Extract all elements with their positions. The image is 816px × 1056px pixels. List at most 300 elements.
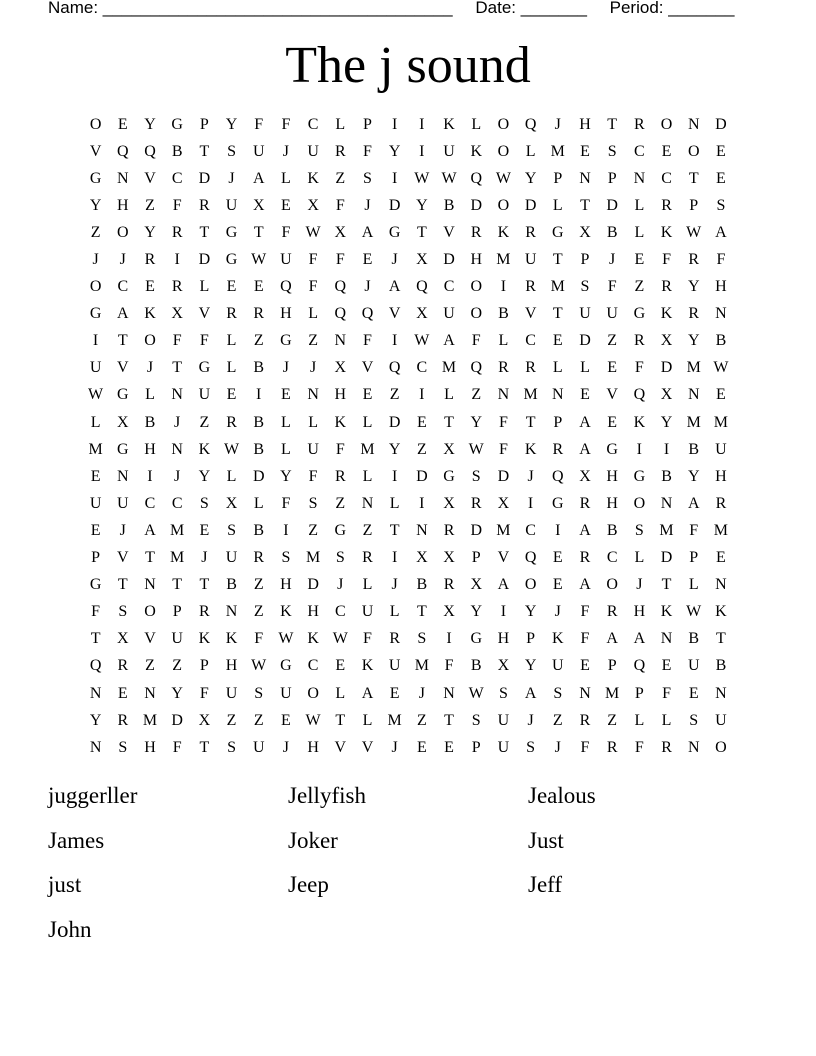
grid-letter: X [334,359,347,377]
grid-letter: Z [416,711,427,729]
grid-letter: R [661,738,672,756]
grid-letter: Q [524,115,537,133]
grid-letter: C [443,278,455,296]
grid-letter: K [524,440,537,458]
grid-letter: E [607,413,618,431]
grid-letter: I [419,494,425,512]
grid-letter: N [144,684,156,702]
grid-letter: E [661,142,672,160]
grid-letter: N [361,494,374,512]
grid-letter: F [689,521,699,539]
grid-letter: Q [416,278,428,296]
grid-letter: F [716,251,726,269]
grid-letter: A [579,413,591,431]
grid-letter: F [335,440,345,458]
grid-letter: G [280,657,292,675]
grid-letter: C [606,549,618,567]
grid-letter: R [470,494,482,512]
grid-letter: F [254,115,264,133]
grid-letter: N [89,738,102,756]
grid-letter: R [525,278,536,296]
grid-letter: P [526,630,536,648]
grid-letter: M [713,413,729,431]
grid-letter: C [171,494,183,512]
grid-letter: A [579,440,591,458]
grid-letter: I [527,494,534,512]
grid-letter: Y [171,684,183,702]
grid-letter: R [606,738,618,756]
grid-letter: X [171,305,183,323]
grid-letter: A [252,169,265,187]
grid-letter: F [580,738,590,756]
grid-letter: M [170,549,185,567]
grid-letter: E [634,251,645,269]
grid-letter: B [443,196,455,214]
grid-letter: J [527,711,534,729]
grid-letter: L [308,413,318,431]
grid-letter: S [199,494,209,512]
grid-letter: M [496,521,511,539]
grid-letter: T [199,738,210,756]
grid-letter: E [716,169,726,187]
grid-letter: H [117,196,129,214]
grid-letter: K [307,630,319,648]
grid-letter: F [634,738,644,756]
grid-letter: S [553,684,563,702]
grid-letter: O [687,142,700,160]
grid-letter: G [280,332,292,350]
grid-letter: X [443,494,455,512]
grid-letter: R [579,711,591,729]
grid-letter: L [226,332,237,350]
grid-letter: R [661,196,672,214]
grid-letter: T [688,169,699,187]
grid-letter: W [414,332,430,350]
grid-letter: Q [552,467,564,485]
grid-letter: U [198,386,211,404]
grid-letter: Z [308,521,318,539]
grid-letter: X [497,494,510,512]
grid-letter: J [364,196,371,214]
grid-letter: A [361,684,374,702]
grid-letter: S [254,684,264,702]
grid-letter: C [307,657,319,675]
grid-letter: E [199,521,210,539]
grid-letter: Q [334,305,347,323]
grid-letter: N [89,684,102,702]
grid-letter: F [444,657,454,675]
grid-letter: U [307,440,319,458]
grid-letter: A [579,521,591,539]
grid-letter: U [715,711,727,729]
grid-letter: O [715,738,727,756]
grid-letter: E [661,657,672,675]
grid-letter: U [252,142,265,160]
grid-letter: J [418,684,425,702]
grid-letter: D [606,196,618,214]
grid-letter: K [307,169,319,187]
grid-letter: R [226,413,237,431]
grid-letter: Q [633,657,646,675]
grid-letter: M [523,386,538,404]
grid-letter: B [253,359,265,377]
grid-letter: N [715,576,727,594]
grid-letter: X [443,440,455,458]
grid-letter: D [171,711,183,729]
grid-letter: L [199,278,210,296]
grid-letter: D [388,413,401,431]
grid-letter: W [686,603,702,621]
grid-letter: O [524,576,537,594]
grid-letter: D [307,576,319,594]
grid-letter: D [524,196,537,214]
grid-letter: T [199,142,210,160]
grid-letter: J [554,603,561,621]
grid-letter: X [117,630,129,648]
grid-letter: I [391,115,398,133]
grid-letter: S [471,711,481,729]
grid-letter: N [687,386,700,404]
grid-letter: E [716,142,726,160]
grid-letter: K [660,603,673,621]
grid-letter: V [144,169,156,187]
grid-letter: P [607,169,617,187]
grid-letter: R [552,440,564,458]
grid-letter: G [606,440,618,458]
grid-letter: W [88,386,104,404]
grid-letter: T [552,305,563,323]
grid-letter: Z [145,657,155,675]
grid-letter: A [606,630,618,648]
grid-letter: N [579,169,591,187]
grid-letter: Y [687,332,700,350]
grid-letter: O [497,196,510,214]
grid-letter: E [580,657,590,675]
grid-letter: N [660,494,673,512]
grid-letter: F [335,196,345,214]
grid-letter: F [662,251,671,269]
grid-letter: J [554,115,561,133]
grid-letter: F [254,630,264,648]
grid-letter: F [172,332,182,350]
grid-letter: G [334,521,347,539]
grid-letter: Y [524,603,537,621]
grid-letter: J [636,576,643,594]
grid-letter: U [280,684,292,702]
grid-letter: E [416,738,427,756]
grid-letter: L [634,711,645,729]
grid-letter: V [117,549,129,567]
grid-letter: E [226,386,237,404]
grid-letter: Y [198,467,211,485]
grid-letter: V [334,738,347,756]
grid-letter: L [253,494,264,512]
grid-letter: N [687,738,700,756]
grid-letter: D [388,196,401,214]
grid-letter: F [471,332,481,350]
grid-letter: I [663,440,670,458]
grid-letter: M [713,521,729,539]
grid-letter: S [634,521,644,539]
grid-letter: M [659,521,674,539]
grid-letter: E [552,332,563,350]
grid-letter: N [416,521,428,539]
grid-letter: Z [471,386,482,404]
grid-letter: E [281,711,291,729]
grid-letter: N [117,467,129,485]
grid-letter: W [251,251,267,269]
grid-letter: T [199,223,210,241]
grid-letter: M [170,521,185,539]
grid-letter: E [145,278,155,296]
grid-letter: O [89,115,102,133]
grid-letter: G [633,467,646,485]
grid-letter: N [497,386,510,404]
grid-letter: K [443,115,455,133]
grid-letter: Q [470,359,482,377]
grid-letter: Z [607,711,618,729]
grid-letter: U [225,684,238,702]
grid-letter: M [496,251,511,269]
grid-letter: F [607,278,617,296]
grid-letter: A [687,494,700,512]
grid-letter: L [634,196,645,214]
grid-letter: Q [633,386,646,404]
grid-letter: E [552,549,563,567]
grid-letter: N [307,386,319,404]
grid-letter: F [281,223,291,241]
grid-letter: R [334,142,346,160]
grid-letter: J [228,169,235,187]
grid-letter: B [253,521,265,539]
grid-letter: R [171,278,183,296]
grid-letter: G [225,251,238,269]
grid-letter: B [498,305,509,323]
grid-letter: Z [253,711,264,729]
grid-letter: P [553,413,563,431]
grid-letter: F [308,251,318,269]
grid-letter: S [471,467,481,485]
grid-letter: B [470,657,482,675]
grid-letter: Z [226,711,237,729]
grid-letter: V [144,630,156,648]
grid-letter: Z [634,278,645,296]
grid-letter: U [89,494,102,512]
grid-letter: E [552,576,563,594]
grid-letter: B [688,630,700,648]
grid-letter: H [715,467,727,485]
grid-letter: M [305,549,321,567]
grid-letter: H [497,630,510,648]
grid-letter: G [388,223,401,241]
grid-letter: O [633,494,646,512]
grid-letter: I [256,386,262,404]
grid-letter: N [633,169,646,187]
grid-letter: V [443,223,455,241]
grid-letter: B [253,413,265,431]
grid-letter: P [580,251,590,269]
page-title: The j sound [285,37,531,94]
grid-letter: K [633,413,646,431]
grid-letter: C [307,115,319,133]
grid-letter: T [607,115,618,133]
grid-letter: Y [280,467,292,485]
grid-letter: T [253,223,264,241]
grid-letter: L [634,549,645,567]
grid-letter: M [414,657,429,675]
grid-letter: Y [660,413,673,431]
grid-letter: H [307,738,319,756]
grid-letter: L [281,440,291,458]
grid-letter: B [416,576,428,594]
worksheet-header [48,0,752,18]
grid-letter: J [174,467,181,485]
grid-letter: H [144,738,156,756]
grid-letter: T [416,223,427,241]
grid-letter: K [660,305,673,323]
grid-letter: T [389,521,400,539]
grid-letter: R [144,251,156,269]
grid-letter: F [363,142,372,160]
grid-letter: X [307,196,319,214]
grid-letter: C [634,142,645,160]
grid-letter: D [660,549,673,567]
grid-letter: L [281,169,291,187]
grid-letter: E [716,549,726,567]
grid-letter: P [553,169,563,187]
grid-letter: P [471,738,481,756]
grid-letter: Z [145,196,155,214]
grid-letter: E [281,386,291,404]
grid-letter: M [605,684,620,702]
grid-letter: D [470,521,482,539]
grid-letter: X [416,305,428,323]
grid-letter: J [337,576,344,594]
grid-letter: H [307,603,319,621]
grid-letter: P [607,657,617,675]
grid-letter: X [443,549,455,567]
grid-letter: M [441,359,457,377]
grid-letter: J [282,359,290,377]
grid-letter: K [715,603,727,621]
grid-letter: R [226,305,237,323]
grid-letter: J [119,251,126,269]
grid-letter: D [198,251,211,269]
date-field-label: Date: _______ [475,0,587,17]
grid-letter: V [388,305,401,323]
grid-letter: R [634,115,645,133]
grid-letter: U [307,142,319,160]
grid-letter: M [142,711,158,729]
grid-letter: L [335,684,346,702]
grid-letter: L [226,467,237,485]
grid-letter: U [171,630,183,648]
grid-letter: B [171,142,183,160]
grid-letter: R [362,549,373,567]
grid-letter: F [308,467,318,485]
grid-letter: F [199,684,209,702]
grid-letter: C [117,278,129,296]
grid-letter: V [606,386,618,404]
grid-letter: O [497,115,510,133]
word-list-item: juggerller [48,783,138,808]
grid-letter: Y [388,440,401,458]
grid-letter: M [686,359,701,377]
grid-letter: W [251,657,267,675]
grid-letter: P [199,115,209,133]
grid-letter: X [660,332,673,350]
grid-letter: T [117,576,128,594]
grid-letter: X [225,494,238,512]
grid-letter: W [468,440,484,458]
grid-letter: D [443,251,455,269]
grid-letter: I [391,332,398,350]
grid-letter: P [689,196,699,214]
grid-letter: H [334,386,347,404]
grid-letter: T [145,549,155,567]
grid-letter: X [198,711,211,729]
grid-letter: H [280,305,292,323]
grid-letter: S [580,278,590,296]
grid-letter: N [171,440,183,458]
grid-letter: J [391,576,398,594]
grid-letter: I [92,332,99,350]
grid-letter: A [144,521,156,539]
grid-letter: S [498,684,508,702]
grid-letter: K [334,413,347,431]
grid-letter: X [416,251,428,269]
grid-letter: Z [172,657,183,675]
grid-letter: J [554,738,561,756]
grid-letter: H [144,440,156,458]
letter-grid [82,111,735,761]
grid-letter: R [688,251,700,269]
grid-letter: K [552,630,564,648]
name-field-label: Name: _____________________________________ [48,0,453,17]
grid-letter: B [688,440,700,458]
grid-letter: T [444,711,454,729]
word-list [48,778,768,956]
grid-letter: S [363,169,372,187]
grid-letter: R [199,196,210,214]
grid-letter: Y [144,115,156,133]
grid-letter: E [607,359,618,377]
grid-letter: L [552,196,563,214]
grid-letter: K [497,223,510,241]
grid-letter: T [172,576,183,594]
grid-letter: I [446,630,452,648]
grid-letter: J [119,521,126,539]
grid-letter: E [580,386,590,404]
grid-letter: N [715,684,727,702]
grid-letter: U [89,359,102,377]
grid-letter: L [90,413,101,431]
grid-letter: G [633,305,646,323]
grid-letter: I [419,115,425,133]
grid-letter: K [280,603,292,621]
grid-letter: Y [388,142,401,160]
grid-letter: E [416,413,427,431]
grid-letter: S [716,196,726,214]
grid-letter: F [172,738,182,756]
grid-letter: W [495,169,511,187]
grid-letter: T [716,630,726,648]
grid-letter: K [198,440,211,458]
grid-letter: A [117,305,129,323]
grid-letter: U [280,251,292,269]
grid-letter: F [363,332,372,350]
grid-letter: R [470,223,482,241]
